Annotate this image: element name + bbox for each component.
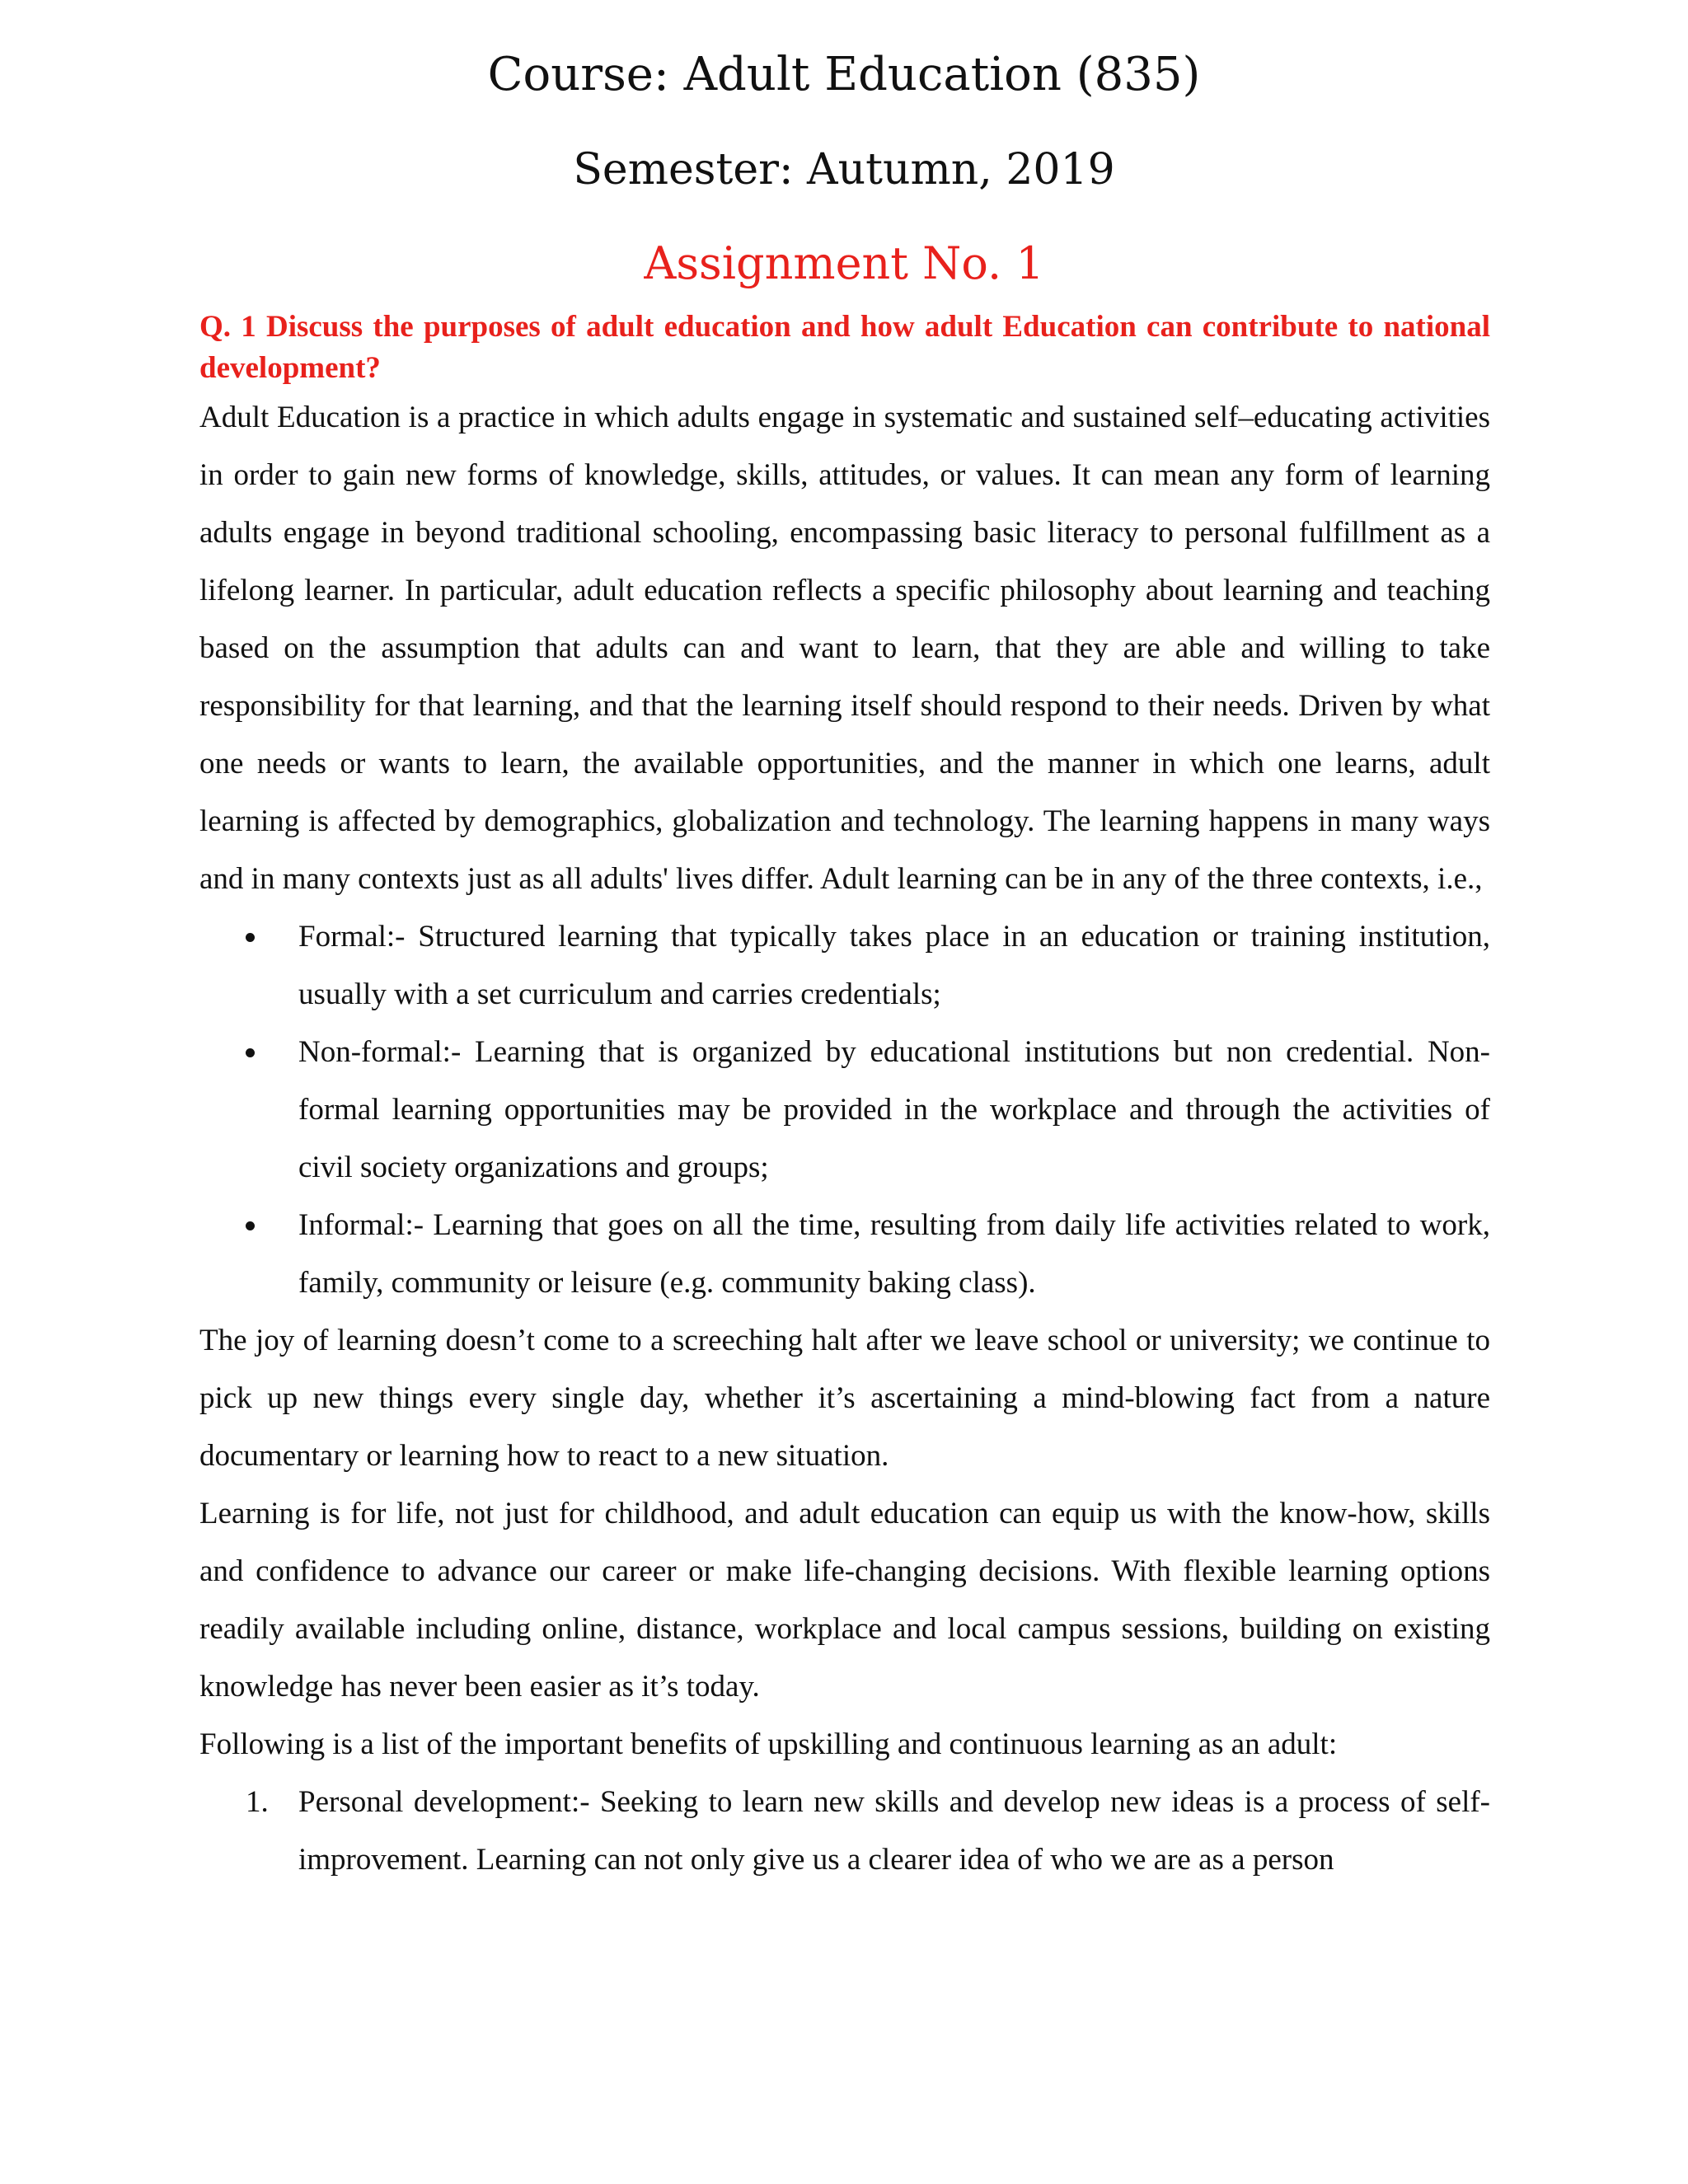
semester-title: Semester: Autumn, 2019 [573,145,1115,194]
contexts-list [199,908,1490,1312]
bullet-icon [246,1048,255,1057]
context-formal: Formal:- Structured learning that typically takes place in an education or training institution, usually with a set curriculum and carries credentials; [298,920,1490,1011]
list-item [199,1774,1490,1889]
benefits-list [199,1774,1490,1889]
context-informal: Informal:- Learning that goes on all the time, resulting from daily life activities related to work, family, community or leisure (e.g. community baking class). [298,1208,1490,1300]
list-item [199,1024,1490,1197]
context-non-formal: Non-formal:- Learning that is organized by educational institutions but non credential. Non-formal learning opportunities may be provided in the workplace and through the activities of civil society organizations and groups; [298,1035,1490,1184]
list-number: 1. [246,1785,269,1819]
following-paragraph: Following is a list of the important benefits of upskilling and continuous learning as an adult: [199,1727,1338,1761]
list-item [199,1197,1490,1312]
assignment-title: Assignment No. 1 [644,237,1044,289]
list-item [199,908,1490,1024]
benefit-text: Personal development:- Seeking to learn new skills and develop new ideas is a process of self-improvement. Learning can not only give us a clearer idea of who we are as a person [298,1785,1490,1877]
course-title: Course: Adult Education (835) [487,48,1201,101]
life-paragraph: Learning is for life, not just for childhood, and adult education can equip us with the know-how, skills and confidence to advance our career or make life-changing decisions. With flexible learning options readily available including online, distance, workplace and local campus sessions, building on existing knowledge has never been easier as it’s today. [199,1497,1490,1704]
bullet-icon [246,933,255,942]
intro-paragraph: Adult Education is a practice in which adults engage in systematic and sustained self–educating activities in order to gain new forms of knowledge, skills, attitudes, or values. It can mean any form of learning adults engage in beyond traditional schooling, encompassing basic literacy to personal fulfillment as a lifelong learner. In particular, adult education reflects a specific philosophy about learning and teaching based on the assumption that adults can and want to learn, that they are able and willing to take responsibility for that learning, and that the learning itself should respond to their needs. Driven by what one needs or wants to learn, the available opportunities, and the manner in which one learns, adult learning is affected by demographics, globalization and technology. The learning happens in many ways and in many contexts just as all adults' lives differ. Adult learning can be in any of the three contexts, i.e., [199,401,1490,896]
bullet-icon [246,1221,255,1230]
question-heading: Q. 1 Discuss the purposes of adult education and how adult Education can contribute to national development? [199,310,1490,385]
document-body [199,307,1490,1889]
joy-paragraph: The joy of learning doesn’t come to a screeching halt after we leave school or university; we continue to pick up new things every single day, whether it’s ascertaining a mind-blowing fact from a nature documentary or learning how to react to a new situation. [199,1324,1490,1473]
